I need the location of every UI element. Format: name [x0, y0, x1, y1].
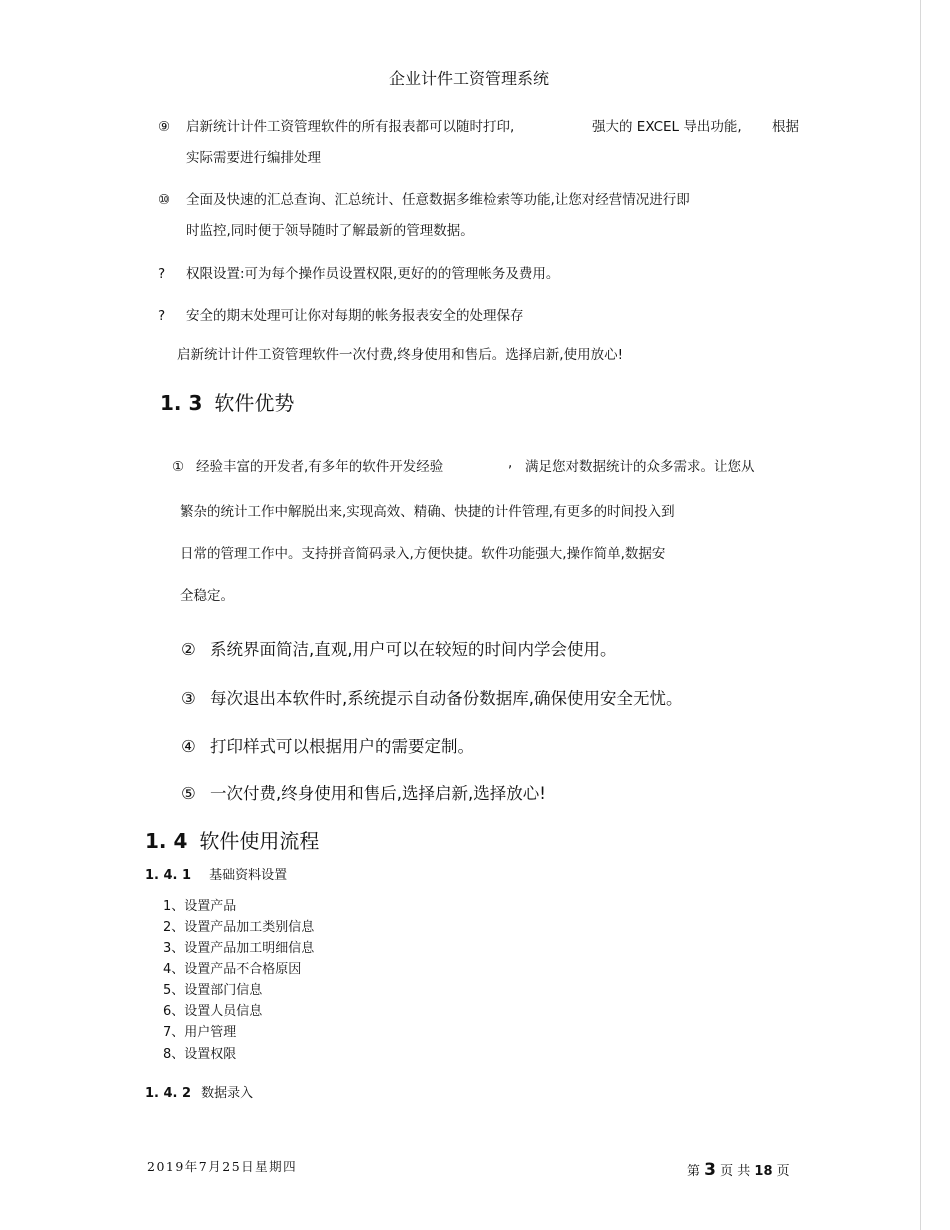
- feature-text-tail: 根据: [772, 119, 799, 135]
- list-item: 1、设置产品: [163, 899, 237, 914]
- section-title: 软件使用流程: [199, 829, 320, 853]
- page-edge-rule: [920, 0, 921, 1230]
- advantage-text-cont: 繁杂的统计工作中解脱出来,实现高效、精确、快捷的计件管理,有更多的时间投入到: [180, 504, 675, 520]
- feature-marker: ?: [158, 308, 166, 324]
- section-number: 1. 4: [145, 829, 188, 853]
- advantage-text: 一次付费,终身使用和售后,选择启新,选择放心!: [210, 784, 546, 803]
- feature-text-cont: 实际需要进行编排处理: [186, 150, 321, 166]
- advantage-text: 每次退出本软件时,系统提示自动备份数据库,确保使用安全无忧。: [210, 689, 683, 708]
- advantage-marker: ②: [181, 640, 196, 659]
- section-number: 1. 3: [160, 391, 203, 415]
- advantage-marker: ③: [181, 689, 196, 708]
- advantage-text-comma: ,: [508, 455, 513, 471]
- feature-item-10: [158, 188, 690, 208]
- page-mid: 页 共: [720, 1164, 751, 1179]
- page-suffix: 页: [776, 1164, 790, 1179]
- feature-text-cont: 时监控,同时便于领导随时了解最新的管理数据。: [186, 223, 474, 239]
- feature-text: 启新统计计件工资管理软件的所有报表都可以随时打印,: [186, 119, 515, 135]
- list-item: 6、设置人员信息: [163, 1004, 263, 1019]
- feature-marker: ?: [158, 266, 166, 282]
- advantage-text: 系统界面简洁,直观,用户可以在较短的时间内学会使用。: [210, 640, 617, 659]
- list-item: 7、用户管理: [163, 1025, 237, 1040]
- advantage-text: 打印样式可以根据用户的需要定制。: [210, 737, 474, 756]
- advantage-marker: ①: [172, 459, 185, 475]
- feature-marker: ⑩: [158, 192, 171, 208]
- advantage-text-cont: 全稳定。: [180, 588, 234, 604]
- feature-text-excel: 强大的 EXCEL 导出功能,: [592, 119, 742, 135]
- feature-item-permissions: [158, 262, 559, 282]
- list-item: 3、设置产品加工明细信息: [163, 941, 315, 956]
- advantage-text: 经验丰富的开发者,有多年的软件开发经验: [196, 459, 444, 475]
- footer-page-indicator: [687, 1160, 790, 1180]
- page-total: 18: [754, 1164, 773, 1179]
- advantage-text-cont: 日常的管理工作中。支持拼音简码录入,方便快捷。软件功能强大,操作简单,数据安: [180, 546, 666, 562]
- advantage-item-3: [181, 685, 683, 709]
- section-heading-1-4: [145, 825, 319, 854]
- page-header-title: 企业计件工资管理系统: [388, 69, 549, 88]
- subsection-heading-1-4-1: [145, 864, 287, 883]
- subsection-title: 基础资料设置: [209, 868, 288, 883]
- advantage-item-5: [181, 780, 546, 804]
- feature-item-9: [158, 115, 514, 135]
- footer-date: 2019年7月25日星期四: [147, 1159, 298, 1174]
- subsection-heading-1-4-2: [145, 1082, 253, 1101]
- advantage-item-1: [172, 455, 443, 475]
- advantage-marker: ⑤: [181, 784, 196, 803]
- list-item: 8、设置权限: [163, 1047, 237, 1062]
- advantage-item-2: [181, 636, 617, 660]
- subsection-number: 1. 4. 2: [145, 1086, 192, 1101]
- closing-statement: 启新统计计件工资管理软件一次付费,终身使用和售后。选择启新,使用放心!: [177, 347, 623, 363]
- advantage-marker: ④: [181, 737, 196, 756]
- section-title: 软件优势: [214, 391, 295, 415]
- subsection-number: 1. 4. 1: [145, 868, 192, 883]
- feature-text: 安全的期末处理可让你对每期的帐务报表安全的处理保存: [186, 308, 524, 324]
- section-heading-1-3: [160, 387, 294, 416]
- feature-text: 全面及快速的汇总查询、汇总统计、任意数据多维检索等功能,让您对经营情况进行即: [186, 192, 690, 208]
- page-prefix: 第: [687, 1164, 701, 1179]
- list-item: 5、设置部门信息: [163, 983, 263, 998]
- feature-marker: ⑨: [158, 119, 171, 135]
- list-item: 2、设置产品加工类别信息: [163, 920, 315, 935]
- subsection-title: 数据录入: [201, 1086, 254, 1101]
- advantage-text: 满足您对数据统计的众多需求。让您从: [525, 459, 755, 475]
- feature-item-period-end: [158, 304, 524, 324]
- list-item: 4、设置产品不合格原因: [163, 962, 302, 977]
- feature-text: 权限设置:可为每个操作员设置权限,更好的的管理帐务及费用。: [186, 266, 560, 282]
- page-current: 3: [704, 1160, 716, 1180]
- advantage-item-4: [181, 733, 474, 757]
